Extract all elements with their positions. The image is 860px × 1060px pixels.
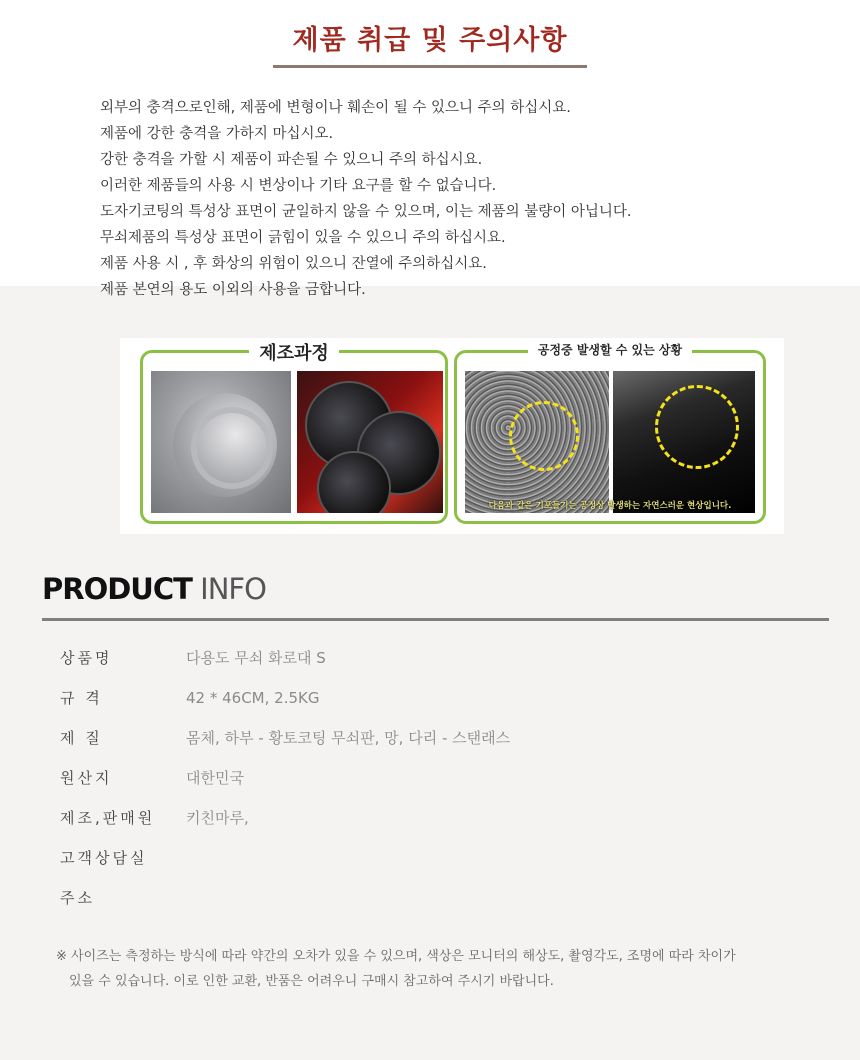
spec-label: 원산지 [60,769,113,787]
spec-label: 상품명 [60,649,113,667]
notice-item: 이러한 제품들의 사용 시 변상이나 기타 요구를 할 수 없습니다. [100,178,497,194]
highlight-circle [509,401,579,471]
manufacturing-title: 제조과정 [249,343,339,364]
spec-value: 몸체, 하부 - 황토코팅 무쇠판, 망, 다리 - 스탠래스 [186,729,511,747]
dark-surface-photo [613,371,755,513]
spec-value: 키친마루, [186,809,249,827]
spec-label: 제 질 [60,729,103,747]
product-info-title [42,572,266,606]
notice-item: 무쇠제품의 특성상 표면이 긁힘이 있을 수 있으니 주의 하십시요. [100,230,506,246]
product-info-divider [42,618,829,621]
notice-item: 외부의 충격으로인해, 제품에 변형이나 훼손이 될 수 있으니 주의 하십시요. [100,100,571,116]
coating-photo [151,371,291,513]
spec-row [60,760,830,800]
spec-value: 42 * 46CM, 2.5KG [186,689,320,707]
spec-row [60,680,830,720]
spec-label: 주소 [60,889,95,907]
care-heading-wrap [0,14,860,68]
spec-label: 고객상담실 [60,849,148,867]
defects-title: 공정중 발생할 수 있는 상황 [528,343,692,357]
spec-row [60,800,830,840]
disclaimer-line: 있을 수 있습니다. 이로 인한 교환, 반품은 어려우니 구매시 참고하여 주시기 바랍니다. [69,974,554,989]
product-info-title-light: INFO [200,572,266,606]
process-image-panel [120,338,784,534]
product-spec-table [60,640,830,920]
spec-value: 대한민국 [186,769,244,787]
spec-value: 다용도 무쇠 화로대 S [186,649,326,667]
defects-frame [454,343,766,524]
size-disclaimer [56,944,836,994]
highlight-circle [655,385,739,469]
spec-row [60,840,830,880]
defects-caption: 다음과 같은 기포들기는 공정상 발생하는 자연스러운 현상입니다. [488,501,732,511]
spec-row [60,640,830,680]
pans-in-oven-photo [297,371,443,513]
notice-item: 제품 본연의 용도 이외의 사용을 금합니다. [100,282,366,298]
product-info-title-bold: PRODUCT [42,572,192,606]
spec-row [60,880,830,920]
care-notice-list [100,95,632,303]
spec-label: 제조,판매원 [60,809,156,827]
notice-item: 제품 사용 시 , 후 화상의 위험이 있으니 잔열에 주의하십시요. [100,256,487,272]
spec-row [60,720,830,760]
surface-bubble-photo [465,371,609,513]
notice-item: 도자기코팅의 특성상 표면이 균일하지 않을 수 있으며, 이는 제품의 불량이 아닙니다. [100,204,632,220]
disclaimer-line: ※ 사이즈는 측정하는 방식에 따라 약간의 오차가 있을 수 있으며, 색상은 모니터의 해상도, 촬영각도, 조명에 따라 차이가 [56,949,736,964]
notice-item: 강한 충격을 가할 시 제품이 파손될 수 있으니 주의 하십시요. [100,152,483,168]
notice-item: 제품에 강한 충격을 가하지 마십시오. [100,126,334,142]
spec-label: 규 격 [60,689,103,707]
care-title: 제품 취급 및 주의사항 [273,14,588,68]
manufacturing-frame [140,343,448,524]
